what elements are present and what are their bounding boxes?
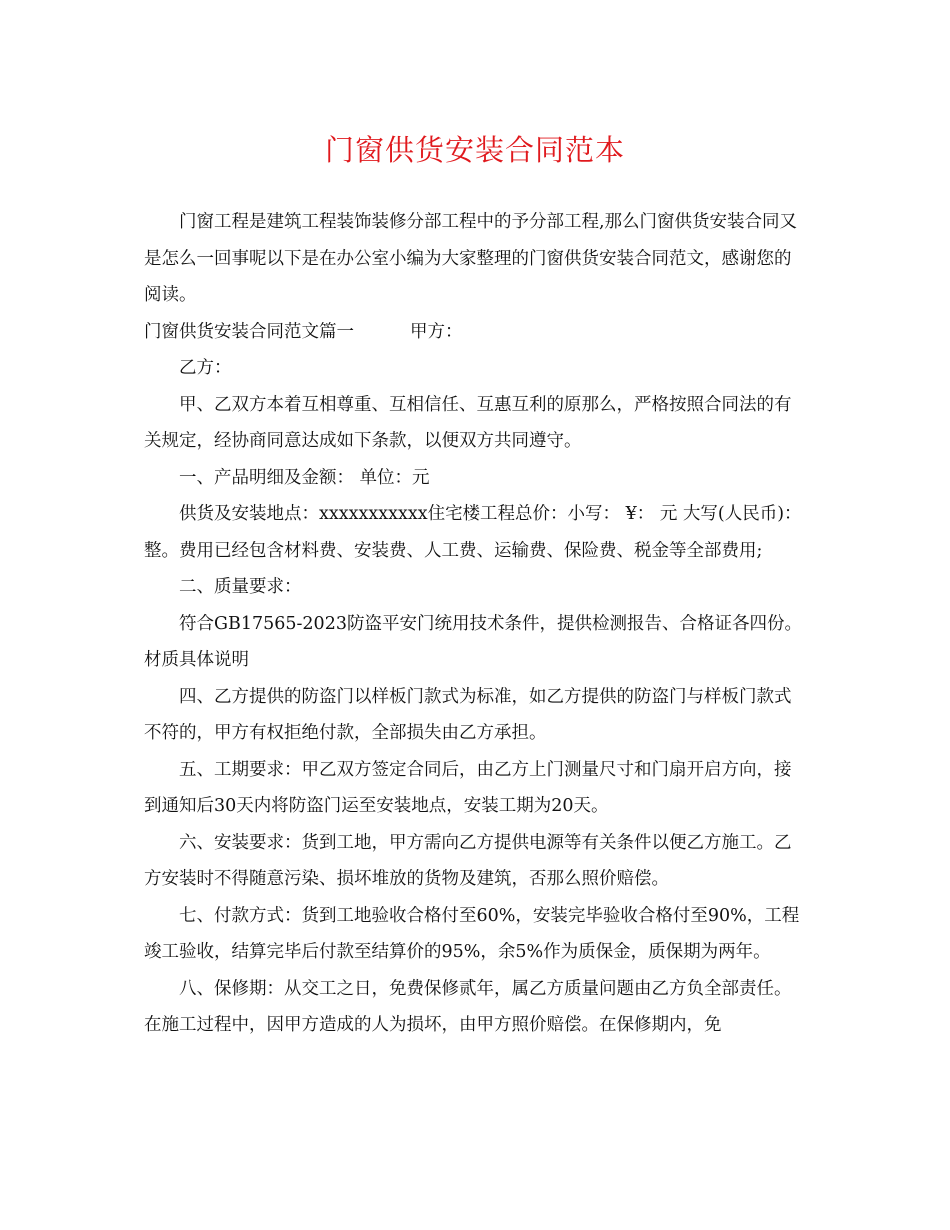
clause-2-heading: 二、质量要求： [179,577,302,597]
page-title: 门窗供货安装合同范本 [324,133,625,167]
section-heading: 门窗供货安装合同范文篇一 [144,321,354,342]
clause-2-body: 符合GB17565-2023防盗平安门统用技术条件，提供检测报告、合格证各四份。材质具体说明 [144,613,802,670]
clause-4: 四、乙方提供的防盗门以样板门款式为标准，如乙方提供的防盗门与样板门款式不符的，甲方有权拒绝付款，全部损失由乙方承担。 [144,686,792,743]
document-body [144,204,808,1044]
clause-1-heading: 一、产品明细及金额： 单位：元 [179,467,430,488]
clause-8: 八、保修期：从交工之日，免费保修贰年，属乙方质量问题由乙方负全部责任。在施工过程中，因甲方造成的人为损坏，由甲方照价赔偿。在保修期内，免 [144,978,792,1035]
intro-paragraph: 门窗工程是建筑工程装饰装修分部工程中的予分部工程,那么门窗供货安装合同又是怎么一回事呢以下是在办公室小编为大家整理的门窗供货安装合同范文，感谢您的阅读。 [144,212,798,305]
clause-5: 五、工期要求：甲乙双方签定合同后，由乙方上门测量尺寸和门扇开启方向，接到通知后30天内将防盗门运至安装地点，安装工期为20天。 [144,759,792,816]
preamble-paragraph: 甲、乙双方本着互相尊重、互相信任、互惠互利的原那么，严格按照合同法的有关规定，经协商同意达成如下条款，以便双方共同遵守。 [144,394,792,451]
party-b-label: 乙方： [179,358,232,378]
clause-7: 七、付款方式：货到工地验收合格付至60%，安装完毕验收合格付至90%，工程竣工验收，结算完毕后付款至结算价的95%，余5%作为质保金，质保期为两年。 [144,905,800,962]
section-heading-line [144,314,808,351]
party-a-label: 甲方： [410,321,463,342]
clause-6: 六、安装要求：货到工地，甲方需向乙方提供电源等有关条件以便乙方施工。乙方安装时不得随意污染、损坏堆放的货物及建筑，否那么照价赔偿。 [144,832,792,889]
clause-1-body: 供货及安装地点：xxxxxxxxxxx住宅楼工程总价：小写： ¥： 元 大写(人民币)： 整。费用已经包含材料费、安装费、人工费、运输费、保险费、税金等全部费用; [144,504,802,561]
